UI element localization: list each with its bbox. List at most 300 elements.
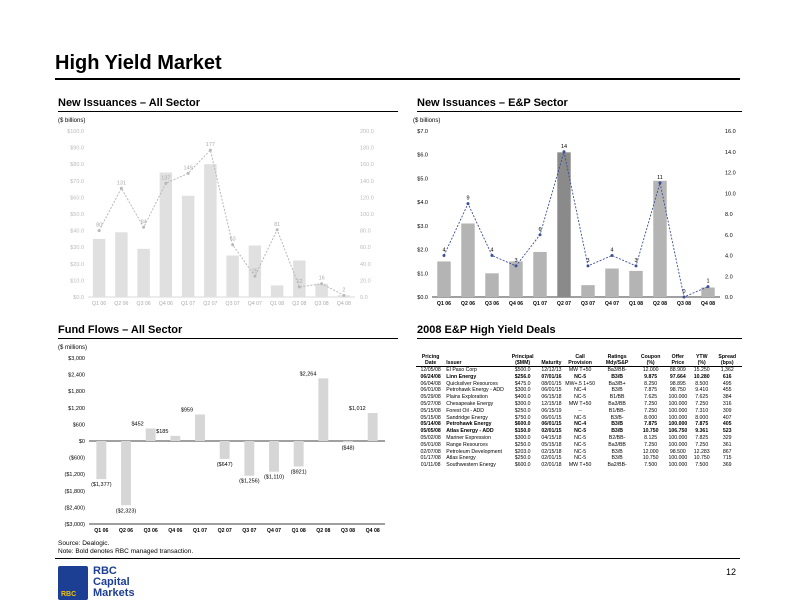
table-cell: 100.000 [668,421,688,428]
x-tick-label: Q3 06 [143,528,158,534]
line-point [707,285,710,288]
table-cell: 06/15/19 [541,407,562,414]
table-row [416,415,742,422]
bar [195,414,205,441]
bar [121,441,131,505]
x-tick-label: Q3 08 [314,301,329,307]
table-cell: B3/B [611,448,623,455]
table-cell: 7.875 [644,421,658,428]
bar [96,441,106,479]
table-cell: 7.250 [644,407,658,414]
table-cell: Chesapeake Energy [446,400,494,407]
data-label: ($1,377) [91,482,112,489]
table-header-cell: Coupon (%) [637,354,665,367]
table-row [416,387,742,394]
table-cell: $250.0 [514,407,531,414]
y-tick-left: $1.0 [417,271,428,278]
y-tick-right: 60.0 [360,245,371,252]
table-cell: 05/15/18 [541,441,562,448]
table-cell: 715 [722,455,732,462]
table-header-cell: Maturity [540,354,562,367]
x-tick-label: Q1 08 [628,301,644,307]
line-point [298,286,301,289]
line-point [611,254,614,257]
table-cell: 01/11/08 [420,462,441,469]
y-tick-left: $30.0 [70,245,84,252]
data-label: 9 [466,195,470,202]
table-cell: 02/01/15 [541,455,562,462]
table-cell: 10.280 [693,373,710,380]
rbc-shield-icon [58,566,88,600]
x-tick-label: Q4 08 [365,528,380,534]
table-cell: 7.310 [695,407,709,414]
table-header-cell: Principal ($MM) [505,354,540,367]
table-cell: 98.500 [669,448,686,455]
chart-fund-flows [55,352,390,542]
y-tick-left: $60.0 [70,195,84,202]
x-tick-label: Q2 08 [316,528,331,534]
x-tick-label: Q2 06 [118,528,134,534]
table-cell: Petroleum Development [446,448,502,455]
table-cell: 405 [722,421,732,428]
table-header-cell: YTW (%) [691,354,712,367]
logo-line-1: RBC [93,565,117,577]
y-tick: $600 [72,422,85,429]
table-cell: 100.000 [668,414,688,421]
table-cell: B3/B- [610,414,624,421]
table-cell: $150.0 [514,428,531,435]
x-tick-label: Q4 08 [700,301,716,307]
table-cell: 495 [722,380,732,387]
table-cell: $300.0 [514,400,531,407]
bar [581,285,594,297]
table-cell: 8.250 [644,380,658,387]
bar [461,223,474,297]
y-tick-right: 40.0 [360,261,371,268]
panel-title-all-sector: New Issuances – All Sector [58,97,398,112]
table-row [416,428,742,435]
series-line [444,152,708,297]
table-cell: 7.625 [695,394,709,401]
table-cell: 05/15/08 [420,407,441,414]
table-cell: 867 [722,448,732,455]
y-tick-right: 8.0 [725,212,733,218]
table-row [416,408,742,415]
x-tick-label: Q2 07 [556,301,572,307]
line-point [231,243,234,246]
table-cell: 05/01/08 [420,441,441,448]
bar [294,441,304,466]
logo-line-3: Markets [93,587,135,599]
y-tick-left: $50.0 [70,212,84,218]
table-row [416,421,742,428]
table-row [416,394,742,401]
series-line [99,150,344,295]
table-cell: $475.0 [514,380,531,387]
table-cell: NC-5 [574,448,587,455]
deals-table [416,354,742,469]
data-label: 4 [490,247,494,254]
x-tick-label: Q1 06 [436,301,452,307]
table-cell: 06/01/15 [541,387,562,394]
data-label: 131 [116,180,126,187]
table-cell: 06/01/15 [541,414,562,421]
table-cell: 9.875 [644,373,658,380]
table-cell: 384 [722,394,732,401]
table-cell: MW T+50 [568,462,592,469]
line-point [342,294,345,297]
table-cell: 100.000 [668,407,688,414]
page-number: 12 [726,567,737,577]
bar [137,249,149,297]
y-tick-right: 100.0 [360,212,374,218]
y-tick-left: $40.0 [70,228,84,235]
table-cell: Ba3/BB [608,400,626,407]
line-point [563,150,566,153]
y-tick-right: 0.0 [725,295,733,301]
bar [368,413,378,441]
table-cell: Petrohawk Energy [446,421,492,428]
y-tick-left: $10.0 [70,278,84,285]
data-label: 12 [296,279,303,286]
line-point [142,226,145,229]
line-point [276,228,279,231]
table-cell: 329 [722,434,732,441]
table-cell: 05/05/08 [420,428,441,435]
table-cell: 616 [722,373,732,380]
table-cell: 106.750 [668,428,688,435]
page-title: High Yield Market [55,52,222,74]
table-cell: MW+.5 1+50 [565,380,595,387]
bar [204,164,216,297]
data-label: $452 [131,421,144,428]
table-cell: 02/01/15 [541,428,562,435]
x-tick-label: Q2 08 [652,301,668,307]
table-row [416,442,742,449]
table-row [416,381,742,388]
y-tick: ($1,200) [64,472,85,479]
line-point [164,182,167,185]
table-cell: 15.250 [693,367,710,373]
table-cell: 12/12/13 [541,367,562,373]
bar [315,284,327,297]
table-cell: NC-5 [574,428,587,435]
data-label: $185 [156,428,169,435]
table-cell: 12/05/08 [420,367,441,373]
bar [437,261,450,297]
table-row [416,367,742,374]
data-label: ($921) [290,469,307,476]
table-cell: NC-5 [574,394,587,401]
chart-ep-sector [400,125,740,315]
x-tick-label: Q2 06 [460,301,476,307]
panel-title-fund-flows: Fund Flows – All Sector [58,324,398,339]
data-label: 80 [96,222,103,229]
table-cell: 06/15/18 [541,394,562,401]
table-cell: B3/B [611,428,624,435]
data-label: 4 [442,247,446,254]
table-cell: Atlas Energy - ADD [446,428,494,435]
bar [629,271,642,297]
table-cell: $256.0 [514,373,531,380]
y-tick: $0 [78,439,85,445]
deals-table-header [416,354,742,367]
table-cell: 12.000 [642,448,659,455]
panel-title-ep-sector: New Issuances – E&P Sector [417,97,742,112]
x-tick-label: Q2 06 [114,301,129,307]
table-cell: Plains Exploration [446,394,488,401]
table-cell: 8.000 [695,414,709,421]
table-cell: 9.361 [695,428,709,435]
x-tick-label: Q2 08 [292,301,307,307]
footer-rule [55,558,740,559]
data-label: 3 [634,257,638,264]
bar [318,378,328,441]
y-tick-left: $0.0 [73,295,84,301]
bar [93,239,105,297]
y-tick-left: $5.0 [417,176,428,183]
table-cell: MW T+50 [568,400,592,407]
table-cell: B1/BB- [608,407,626,414]
table-cell: NC-4 [574,421,587,428]
table-cell: NC-4 [574,387,587,394]
line-point [515,264,518,267]
table-cell: 05/14/08 [420,421,441,428]
line-point [635,264,638,267]
data-label: ($647) [216,461,233,468]
table-cell: 523 [722,428,732,435]
table-cell: 04/15/18 [541,434,562,441]
table-cell: 1,362 [720,367,734,373]
table-cell: 05/29/08 [420,394,441,401]
table-row [416,435,742,442]
table-cell: 100.000 [668,434,688,441]
table-row [416,462,742,469]
line-point [491,254,494,257]
table-cell: 08/01/15 [541,380,562,387]
x-tick-label: Q4 06 [168,528,183,534]
data-label: 6 [538,226,542,233]
table-cell: 7.825 [695,434,709,441]
table-cell: 316 [722,400,732,407]
x-tick-label: Q3 07 [225,301,240,307]
table-cell: MW T+50 [568,367,592,373]
table-cell: Quicksilver Resources [446,380,498,387]
footnotes [58,540,193,556]
line-point [587,264,590,267]
table-cell: 05/27/08 [420,400,441,407]
data-label: 81 [274,221,281,228]
y-tick: $1,200 [68,405,85,412]
table-cell: Petrohawk Energy - ADD [446,387,504,394]
y-tick: ($1,800) [64,488,85,495]
table-cell: 455 [722,387,732,394]
table-cell: 98.750 [669,387,686,394]
table-cell: 100.000 [668,462,688,469]
table-header-cell: Pricing Date [416,354,445,367]
x-tick-label: Q1 07 [181,301,196,307]
table-row [416,401,742,408]
x-tick-label: Q3 08 [676,301,692,307]
y-tick-right: 4.0 [725,253,733,260]
y-tick-right: 160.0 [360,162,374,169]
bar [244,441,254,476]
data-label: ($1,256) [239,478,260,485]
bar [115,232,127,297]
unit-label-ep-sector: ($ billions) [413,118,441,124]
data-label: ($2,323) [115,508,137,515]
y-tick-left: $2.0 [417,247,428,254]
data-label: $2,264 [299,371,317,378]
y-tick: $1,800 [68,389,85,396]
table-cell: $300.0 [514,434,531,441]
x-tick-label: Q4 07 [247,301,262,307]
table-cell: B2/BB- [608,434,626,441]
x-tick-label: Q1 06 [94,528,109,534]
table-cell: 02/01/18 [541,462,562,469]
table-cell: NC-5 [574,455,587,462]
table-cell: 309 [722,407,732,414]
data-label: 11 [657,174,663,181]
data-label: 1 [706,278,710,285]
table-header-cell: Call Provision [563,354,598,367]
y-tick-right: 16.0 [725,129,736,135]
title-rule [55,78,740,80]
table-header-cell: Offer Price [665,354,691,367]
line-point [443,254,446,257]
y-tick: $3,000 [68,356,85,362]
table-cell: 10.750 [642,455,659,462]
table-cell: -- [578,407,582,414]
panel-title-deals: 2008 E&P High Yield Deals [417,324,742,339]
x-tick-label: Q1 07 [532,301,548,307]
y-tick-left: $4.0 [417,200,428,207]
table-cell: B3/B [611,373,624,380]
data-label: 0 [682,289,686,295]
y-tick: ($3,000) [64,522,85,528]
table-header-cell: Spread (bps) [712,354,742,367]
table-cell: $250.0 [514,441,531,448]
table-cell: B3/B [611,455,623,462]
data-label: ($48) [341,445,355,452]
logo-line-2: Capital [93,576,130,588]
data-label: 25 [251,268,258,275]
table-cell: 07/01/16 [541,373,562,380]
table-cell: Ba3/BB- [607,367,627,373]
table-header-cell: Issuer [445,354,505,367]
table-cell: NC-5 [574,373,587,380]
y-tick-right: 180.0 [360,145,374,152]
table-cell: NC-5 [574,434,587,441]
table-cell: NC-5 [574,414,587,421]
table-cell: 407 [722,414,732,421]
table-cell: 12/15/18 [541,400,562,407]
bar [485,273,498,297]
table-cell: NC-5 [574,441,587,448]
data-label: 3 [514,257,518,264]
rbc-logo [58,566,208,602]
source-note: Source: Dealogic. [58,540,110,547]
x-tick-label: Q2 07 [217,528,232,534]
table-cell: 7.250 [644,400,658,407]
bar [269,441,279,472]
line-point [320,282,323,285]
table-cell: Sandridge Energy [446,414,488,421]
table-cell: Forest Oil - ADD [446,407,485,414]
table-cell: El Paso Corp [446,367,477,373]
line-point [120,187,123,190]
x-tick-label: Q2 07 [203,301,218,307]
y-tick-right: 200.0 [360,129,374,135]
bar [343,441,353,442]
table-cell: $600.0 [514,421,531,428]
y-tick-right: 14.0 [725,149,736,156]
table-cell: Linn Energy [446,373,477,380]
table-cell: 01/17/08 [420,455,441,462]
table-cell: 12.283 [693,448,710,455]
y-tick-left: $0.0 [417,295,428,301]
table-cell: 100.000 [668,455,688,462]
data-label: 14 [560,143,568,150]
table-cell: 7.500 [644,462,658,469]
line-point [187,172,190,175]
table-cell: Ba3/BB [608,441,626,448]
y-tick-right: 80.0 [360,228,371,235]
x-tick-label: Q3 06 [484,301,500,307]
table-cell: 97.664 [669,373,686,380]
data-label: 137 [161,175,171,182]
table-cell: 8.000 [644,414,658,421]
table-cell: 10.750 [693,455,710,462]
y-tick: ($2,400) [64,505,85,512]
x-tick-label: Q4 08 [336,301,351,307]
x-tick-label: Q1 06 [92,301,107,307]
y-tick-left: $20.0 [70,261,84,268]
table-cell: Ba2/BB- [607,462,627,469]
bar [226,256,238,298]
y-tick-right: 0.0 [360,295,368,301]
data-label: 4 [610,247,614,254]
table-header-cell: Ratings Mdy/S&P [598,354,637,367]
x-tick-label: Q4 07 [604,301,620,307]
table-cell: 369 [722,462,732,469]
table-cell: 8.125 [644,434,658,441]
data-label: $1,012 [348,406,366,413]
y-tick-left: $100.0 [67,129,84,135]
table-cell: 7.250 [644,441,658,448]
table-cell: 98.895 [669,380,686,387]
table-cell: 8.500 [695,380,709,387]
data-label: 63 [229,236,236,243]
table-cell: B3/B [611,387,623,394]
table-cell: $600.0 [514,462,531,469]
bar [146,428,156,441]
table-cell: 05/02/08 [420,434,441,441]
table-cell: 88.909 [669,367,686,373]
data-label: 2 [342,287,346,294]
table-cell: 7.250 [695,400,709,407]
table-cell: 02/07/08 [420,448,441,455]
bar [220,441,230,459]
line-point [539,233,542,236]
table-cell: 06/24/08 [420,373,441,380]
table-row [416,455,742,462]
table-cell: $300.0 [514,387,531,394]
data-label: ($1,110) [263,474,285,481]
data-label: 177 [205,142,215,149]
y-tick-right: 140.0 [360,178,374,185]
y-tick-left: $90.0 [70,145,84,152]
